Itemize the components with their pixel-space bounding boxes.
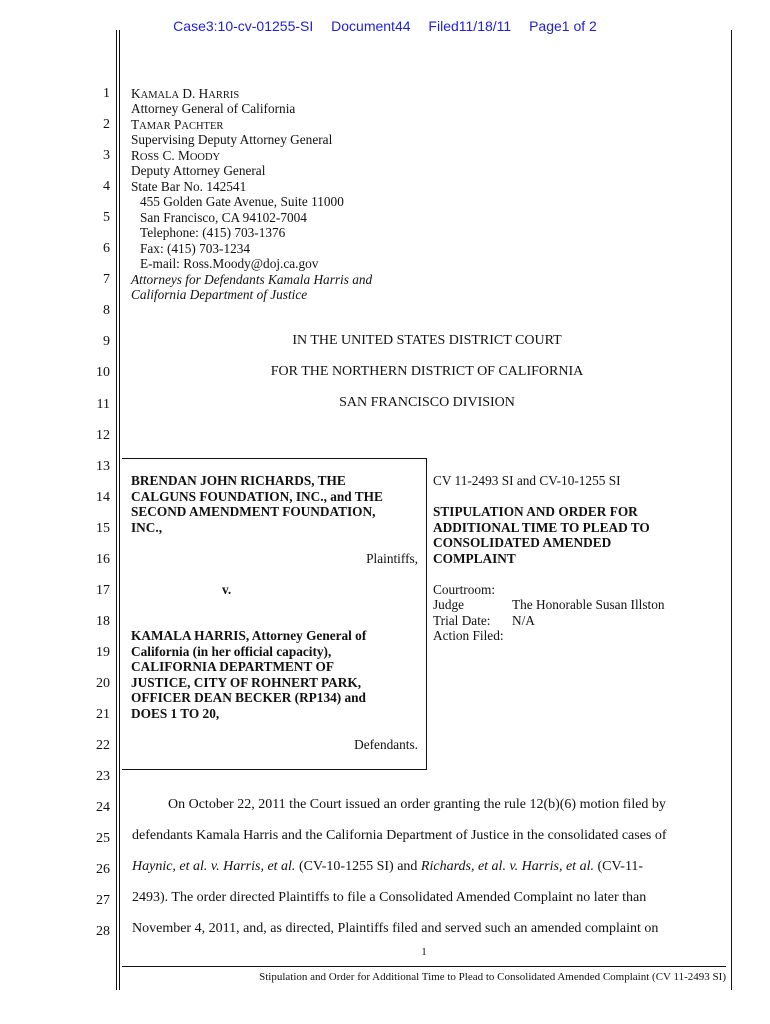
- footer-text: Stipulation and Order for Additional Time to Plead to Consolidated Amended Complaint (CV 11-2493 SI): [259, 971, 726, 983]
- attorney-title: Attorney General of California: [131, 101, 296, 116]
- line-number: 9: [103, 334, 110, 349]
- body-line: Haynic, et al. v. Harris, et al. (CV-10-1255 SI) and Richards, et al. v. Harris, et al. (CV-11-: [132, 859, 644, 874]
- state-bar-number: State Bar No. 142541: [131, 179, 247, 194]
- judge-value: The Honorable Susan Illston: [512, 597, 665, 612]
- document-number: Document44: [331, 18, 411, 34]
- line-number: 28: [96, 924, 110, 939]
- line-number: 8: [103, 303, 110, 318]
- line-number: 13: [96, 459, 110, 474]
- action-filed-label: Action Filed:: [433, 628, 504, 643]
- defendants-label: Defendants.: [354, 737, 418, 752]
- caption-bottom-rule: [122, 769, 427, 770]
- document-title: STIPULATION AND ORDER FOR: [433, 504, 638, 519]
- line-number: 27: [96, 893, 110, 908]
- party-line: JUSTICE, CITY OF ROHNERT PARK,: [131, 675, 362, 690]
- filed-date: Filed11/18/11: [428, 18, 512, 34]
- left-margin-rule-inner: [119, 30, 120, 990]
- telephone: Telephone: (415) 703-1376: [140, 225, 286, 240]
- right-margin-rule: [731, 30, 732, 990]
- left-margin-rule: [116, 30, 117, 990]
- party-line: DOES 1 TO 20,: [131, 706, 220, 721]
- body-line: November 4, 2011, and, as directed, Plaintiffs filed and served such an amended complaint on: [132, 921, 659, 936]
- line-number: 10: [96, 365, 110, 380]
- line-number: 16: [96, 552, 110, 567]
- body-line: 2493). The order directed Plaintiffs to file a Consolidated Amended Complaint no later than: [132, 890, 647, 905]
- address-line: San Francisco, CA 94102-7004: [140, 210, 307, 225]
- party-line: CALGUNS FOUNDATION, INC., and THE: [131, 489, 383, 504]
- attorney-title: Deputy Attorney General: [131, 163, 266, 178]
- party-line: OFFICER DEAN BECKER (RP134) and: [131, 690, 366, 705]
- court-name: IN THE UNITED STATES DISTRICT COURT: [292, 333, 562, 348]
- line-number: 4: [103, 179, 110, 194]
- courtroom-label: Courtroom:: [433, 582, 496, 597]
- attorney-name: KAMALA D. HARRIS: [131, 86, 240, 101]
- attorneys-for: Attorneys for Defendants Kamala Harris and: [131, 272, 373, 287]
- case-number: Case3:10-cv-01255-SI: [173, 18, 314, 34]
- line-number: 7: [103, 272, 110, 287]
- line-number: 1: [103, 86, 110, 101]
- document-title: CONSOLIDATED AMENDED: [433, 535, 612, 550]
- plaintiffs-label: Plaintiffs,: [366, 551, 418, 566]
- line-number: 20: [96, 676, 110, 691]
- versus: v.: [222, 582, 232, 597]
- line-number: 12: [96, 428, 110, 443]
- email: E-mail: Ross.Moody@doj.ca.gov: [140, 256, 319, 271]
- caption-top-rule: [122, 458, 426, 459]
- line-number: 26: [96, 862, 110, 877]
- line-number: 5: [103, 210, 110, 225]
- case-numbers: CV 11-2493 SI and CV-10-1255 SI: [433, 473, 621, 488]
- line-number: 23: [96, 769, 110, 784]
- line-number: 19: [96, 645, 110, 660]
- page-indicator: Page1 of 2: [529, 18, 597, 34]
- footer-rule: [122, 966, 726, 967]
- line-number: 22: [96, 738, 110, 753]
- party-line: SECOND AMENDMENT FOUNDATION,: [131, 504, 376, 519]
- line-number: 6: [103, 241, 110, 256]
- line-number: 15: [96, 521, 110, 536]
- attorney-name: TAMAR PACHTER: [131, 117, 224, 132]
- line-number: 21: [96, 707, 110, 722]
- line-number: 17: [96, 583, 110, 598]
- attorneys-for: California Department of Justice: [131, 287, 308, 302]
- party-line: INC.,: [131, 520, 163, 535]
- fax: Fax: (415) 703-1234: [140, 241, 251, 256]
- document-title: COMPLAINT: [433, 551, 516, 566]
- line-number: 2: [103, 117, 110, 132]
- court-division: SAN FRANCISCO DIVISION: [339, 395, 515, 410]
- party-line: California (in her official capacity),: [131, 644, 332, 659]
- line-number: 24: [96, 800, 110, 815]
- trial-date-label: Trial Date:: [433, 613, 491, 628]
- line-number: 18: [96, 614, 110, 629]
- caption-divider: [426, 458, 427, 770]
- judge-label: Judge: [433, 597, 465, 612]
- line-number: 14: [96, 490, 110, 505]
- line-number: 3: [103, 148, 110, 163]
- page-number: 1: [421, 946, 427, 958]
- party-line: CALIFORNIA DEPARTMENT OF: [131, 659, 334, 674]
- address-line: 455 Golden Gate Avenue, Suite 11000: [140, 194, 344, 209]
- document-title: ADDITIONAL TIME TO PLEAD TO: [433, 520, 650, 535]
- court-district: FOR THE NORTHERN DISTRICT OF CALIFORNIA: [270, 364, 584, 379]
- attorney-name: ROSS C. MOODY: [131, 148, 221, 163]
- party-line: BRENDAN JOHN RICHARDS, THE: [131, 473, 346, 488]
- body-line: defendants Kamala Harris and the California Department of Justice in the consolidated cases of: [132, 828, 667, 843]
- body-line: On October 22, 2011 the Court issued an order granting the rule 12(b)(6) motion filed by: [168, 797, 666, 812]
- party-line: KAMALA HARRIS, Attorney General of: [131, 628, 367, 643]
- line-number: 11: [96, 397, 110, 412]
- trial-date-value: N/A: [512, 613, 535, 628]
- attorney-title: Supervising Deputy Attorney General: [131, 132, 333, 147]
- line-number: 25: [96, 831, 110, 846]
